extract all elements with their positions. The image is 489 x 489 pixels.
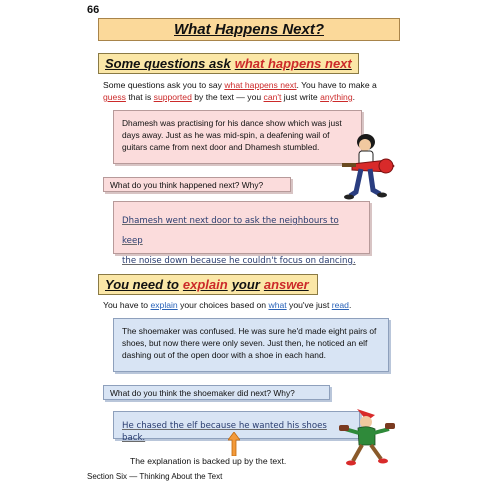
heading-plain: Some questions ask xyxy=(105,56,231,71)
answer-line: Dhamesh went next door to ask the neighbours to keep xyxy=(122,216,339,246)
page-number: 66 xyxy=(87,4,100,16)
keyword: supported xyxy=(153,92,192,102)
section-heading-explain-your-answer xyxy=(98,274,318,295)
heading-plain: your xyxy=(231,277,260,292)
section-heading-what-happens-next xyxy=(98,53,359,74)
answer-box-1 xyxy=(113,201,370,266)
section1-intro: Some questions ask you to say what happens next. You have to make a guess that is supported by the text — you can't just write anything. xyxy=(103,80,377,102)
question-prompt-2: What do you think the shoemaker did next? Why? xyxy=(103,385,330,400)
keyword: read xyxy=(331,300,349,310)
page-title-banner xyxy=(98,18,400,41)
answer-line: He chased the elf because he wanted his shoes back. xyxy=(122,421,327,443)
section2-intro: You have to explain your choices based on what you've just read. xyxy=(103,300,352,310)
keyword: what happens next xyxy=(224,80,297,90)
keyword: can't xyxy=(263,92,282,102)
up-arrow-icon xyxy=(228,432,240,456)
heading-highlight: what happens next xyxy=(234,56,352,71)
footer-section-label: Section Six — Thinking About the Text xyxy=(87,472,223,481)
explanation-note: The explanation is backed up by the text. xyxy=(130,456,287,466)
answer-line: the noise down because he couldn't focus on dancing. xyxy=(122,256,356,266)
page-title: What Happens Next? xyxy=(173,21,324,38)
heading-plain: You need to xyxy=(105,277,179,292)
story-passage-dhamesh: Dhamesh was practising for his dance show which was just days away. Just as he was mid-spin, a deafening wail of guitars came from next door and Dhamesh stumbled. xyxy=(113,110,362,164)
keyword: guess xyxy=(103,92,126,102)
keyword: what xyxy=(268,300,287,310)
keyword: anything xyxy=(320,92,353,102)
guitarist-illustration xyxy=(338,130,400,204)
heading-highlight: explain xyxy=(182,277,228,292)
keyword: explain xyxy=(150,300,178,310)
elf-illustration xyxy=(337,405,397,469)
story-passage-shoemaker: The shoemaker was confused. He was sure he'd made eight pairs of shoes, but now there were only seven. Just then, he noticed an elf dashing out of the open door with a shoe in each hand. xyxy=(113,318,389,372)
heading-highlight: answer xyxy=(263,277,309,292)
question-prompt-1: What do you think happened next? Why? xyxy=(103,177,291,192)
